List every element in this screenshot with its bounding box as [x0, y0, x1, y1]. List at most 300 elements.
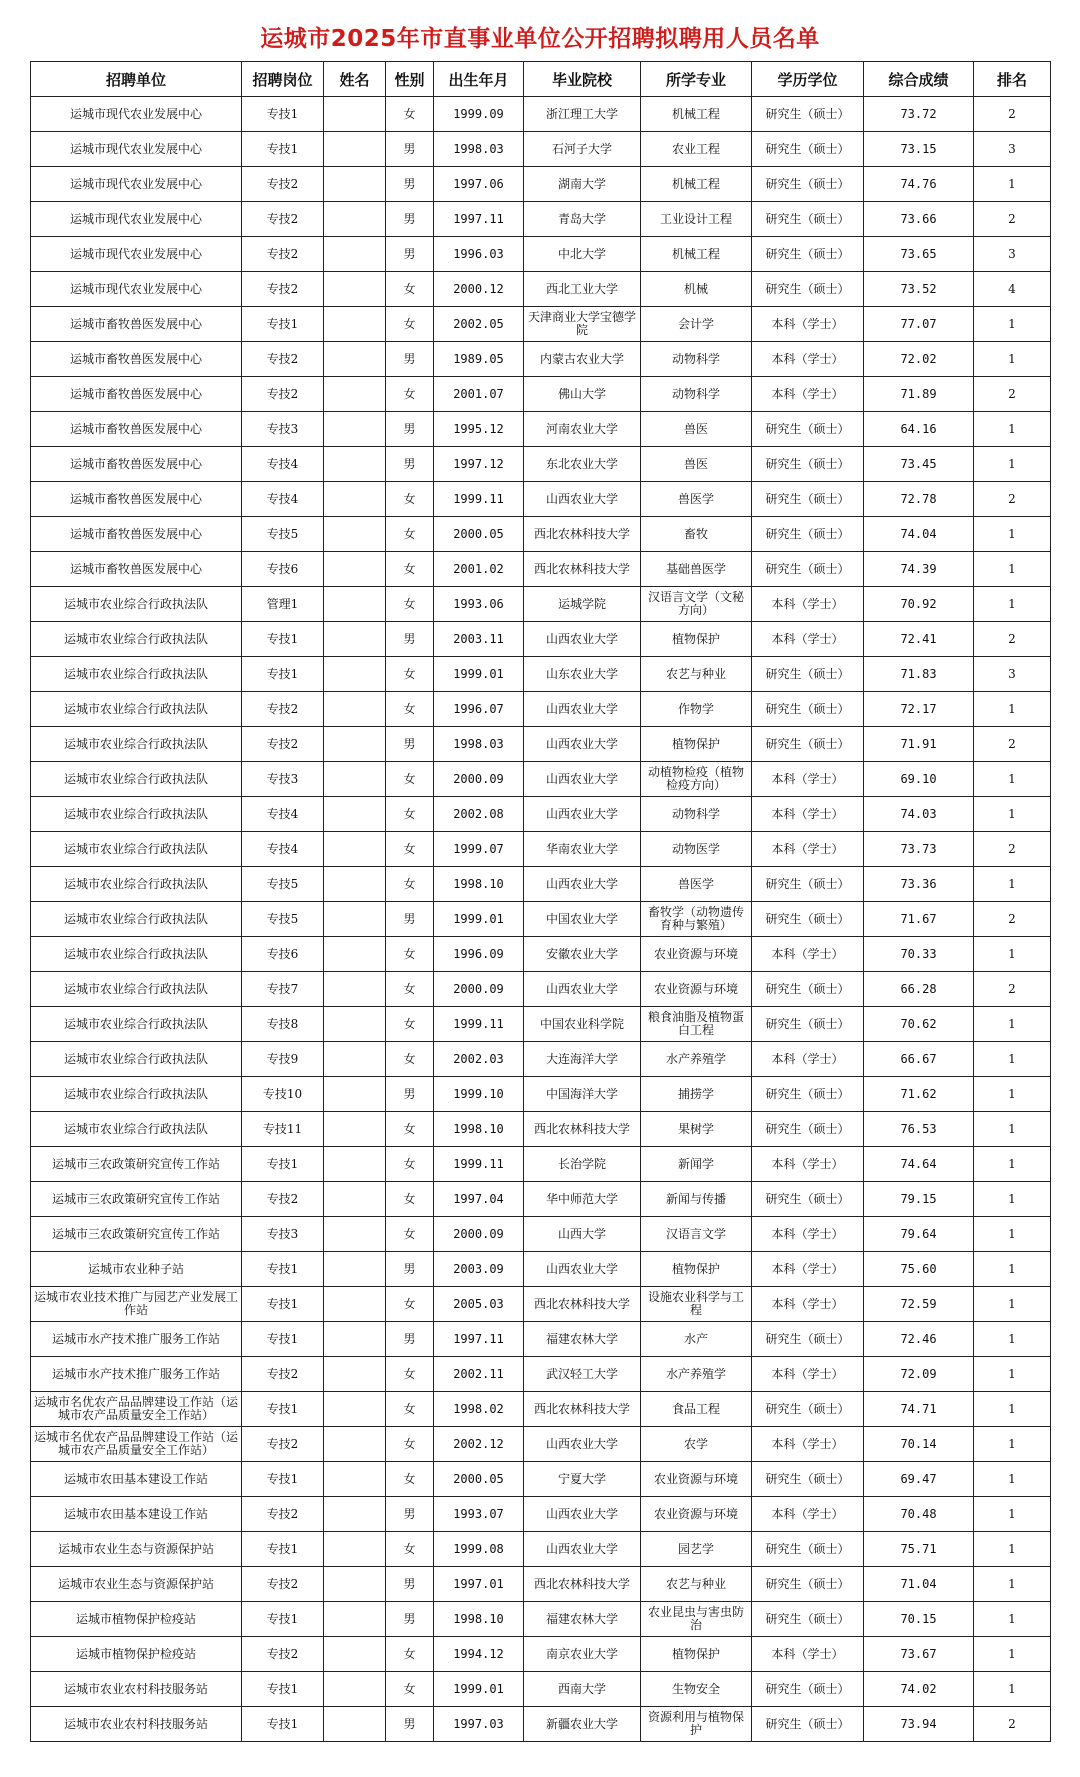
table-row — [31, 1497, 1051, 1532]
cell-birth: 1993.07 — [434, 1497, 524, 1532]
cell-score: 66.28 — [864, 972, 974, 1007]
header-birth: 出生年月 — [434, 62, 524, 97]
cell-major: 农业资源与环境 — [641, 1497, 752, 1532]
cell-gender: 男 — [386, 132, 434, 167]
cell-gender: 女 — [386, 937, 434, 972]
cell-score: 70.62 — [864, 1007, 974, 1042]
cell-rank: 1 — [974, 167, 1051, 202]
cell-birth: 2003.11 — [434, 622, 524, 657]
table-row — [31, 1672, 1051, 1707]
cell-name — [324, 132, 386, 167]
cell-school: 中国农业大学 — [524, 902, 641, 937]
cell-score: 73.67 — [864, 1637, 974, 1672]
table-row — [31, 1637, 1051, 1672]
cell-post: 专技1 — [242, 622, 324, 657]
cell-rank: 1 — [974, 1322, 1051, 1357]
cell-post: 专技5 — [242, 902, 324, 937]
cell-name — [324, 1287, 386, 1322]
cell-name — [324, 1707, 386, 1742]
cell-degree: 研究生（硕士） — [752, 1182, 864, 1217]
cell-major: 机械 — [641, 272, 752, 307]
table-row — [31, 1182, 1051, 1217]
cell-unit: 运城市农业综合行政执法队 — [31, 867, 242, 902]
cell-unit: 运城市三农政策研究宣传工作站 — [31, 1217, 242, 1252]
cell-major: 会计学 — [641, 307, 752, 342]
cell-major: 食品工程 — [641, 1392, 752, 1427]
cell-name — [324, 622, 386, 657]
cell-post: 专技2 — [242, 692, 324, 727]
cell-name — [324, 1252, 386, 1287]
cell-name — [324, 867, 386, 902]
cell-gender: 女 — [386, 482, 434, 517]
table-row — [31, 692, 1051, 727]
cell-name — [324, 1182, 386, 1217]
cell-name — [324, 1637, 386, 1672]
cell-gender: 男 — [386, 1497, 434, 1532]
table-row — [31, 1462, 1051, 1497]
cell-unit: 运城市现代农业发展中心 — [31, 202, 242, 237]
cell-major: 农业昆虫与害虫防治 — [641, 1602, 752, 1637]
cell-birth: 1996.03 — [434, 237, 524, 272]
cell-birth: 1999.11 — [434, 1007, 524, 1042]
cell-name — [324, 1497, 386, 1532]
cell-major: 植物保护 — [641, 622, 752, 657]
cell-score: 71.83 — [864, 657, 974, 692]
cell-rank: 1 — [974, 1252, 1051, 1287]
cell-birth: 1997.11 — [434, 202, 524, 237]
cell-degree: 研究生（硕士） — [752, 1077, 864, 1112]
cell-major: 植物保护 — [641, 727, 752, 762]
cell-name — [324, 97, 386, 132]
cell-school: 中北大学 — [524, 237, 641, 272]
table-row — [31, 797, 1051, 832]
cell-school: 山西农业大学 — [524, 762, 641, 797]
cell-school: 安徽农业大学 — [524, 937, 641, 972]
cell-birth: 1999.01 — [434, 1672, 524, 1707]
cell-post: 专技2 — [242, 727, 324, 762]
cell-name — [324, 972, 386, 1007]
cell-post: 专技1 — [242, 1602, 324, 1637]
cell-rank: 1 — [974, 1042, 1051, 1077]
cell-score: 70.92 — [864, 587, 974, 622]
cell-unit: 运城市农业技术推广与园艺产业发展工作站 — [31, 1287, 242, 1322]
cell-unit: 运城市畜牧兽医发展中心 — [31, 447, 242, 482]
table-row — [31, 1077, 1051, 1112]
cell-school: 山西农业大学 — [524, 1252, 641, 1287]
cell-post: 专技3 — [242, 412, 324, 447]
cell-rank: 3 — [974, 657, 1051, 692]
cell-gender: 男 — [386, 1567, 434, 1602]
cell-rank: 2 — [974, 727, 1051, 762]
cell-birth: 1999.07 — [434, 832, 524, 867]
cell-unit: 运城市农田基本建设工作站 — [31, 1497, 242, 1532]
table-row — [31, 1217, 1051, 1252]
cell-unit: 运城市农业综合行政执法队 — [31, 1042, 242, 1077]
cell-post: 专技11 — [242, 1112, 324, 1147]
cell-unit: 运城市现代农业发展中心 — [31, 167, 242, 202]
cell-unit: 运城市畜牧兽医发展中心 — [31, 307, 242, 342]
cell-unit: 运城市农业生态与资源保护站 — [31, 1567, 242, 1602]
cell-birth: 1999.11 — [434, 1147, 524, 1182]
cell-name — [324, 412, 386, 447]
cell-major: 农业工程 — [641, 132, 752, 167]
cell-score: 70.15 — [864, 1602, 974, 1637]
cell-post: 专技1 — [242, 1147, 324, 1182]
cell-gender: 女 — [386, 1217, 434, 1252]
cell-rank: 1 — [974, 342, 1051, 377]
cell-gender: 女 — [386, 972, 434, 1007]
cell-rank: 1 — [974, 1672, 1051, 1707]
cell-rank: 1 — [974, 1497, 1051, 1532]
cell-gender: 男 — [386, 622, 434, 657]
cell-major: 粮食油脂及植物蛋白工程 — [641, 1007, 752, 1042]
cell-name — [324, 482, 386, 517]
table-row — [31, 1602, 1051, 1637]
cell-score: 71.91 — [864, 727, 974, 762]
cell-gender: 男 — [386, 237, 434, 272]
cell-school: 浙江理工大学 — [524, 97, 641, 132]
cell-birth: 2002.12 — [434, 1427, 524, 1462]
cell-major: 汉语言文学（文秘方向） — [641, 587, 752, 622]
cell-birth: 1999.01 — [434, 657, 524, 692]
cell-birth: 2000.09 — [434, 972, 524, 1007]
cell-rank: 1 — [974, 1357, 1051, 1392]
cell-degree: 研究生（硕士） — [752, 727, 864, 762]
cell-post: 专技1 — [242, 1252, 324, 1287]
cell-name — [324, 1672, 386, 1707]
cell-score: 74.03 — [864, 797, 974, 832]
cell-degree: 研究生（硕士） — [752, 237, 864, 272]
cell-rank: 1 — [974, 1147, 1051, 1182]
cell-gender: 女 — [386, 307, 434, 342]
header-rank: 排名 — [974, 62, 1051, 97]
cell-rank: 3 — [974, 237, 1051, 272]
cell-birth: 2002.11 — [434, 1357, 524, 1392]
header-post: 招聘岗位 — [242, 62, 324, 97]
cell-score: 74.02 — [864, 1672, 974, 1707]
cell-degree: 本科（学士） — [752, 1042, 864, 1077]
cell-unit: 运城市三农政策研究宣传工作站 — [31, 1182, 242, 1217]
cell-major: 机械工程 — [641, 237, 752, 272]
header-degree: 学历学位 — [752, 62, 864, 97]
cell-major: 动物科学 — [641, 377, 752, 412]
cell-rank: 1 — [974, 587, 1051, 622]
cell-rank: 3 — [974, 132, 1051, 167]
cell-rank: 2 — [974, 902, 1051, 937]
table-row — [31, 1007, 1051, 1042]
cell-rank: 1 — [974, 447, 1051, 482]
cell-birth: 2000.09 — [434, 1217, 524, 1252]
cell-major: 生物安全 — [641, 1672, 752, 1707]
cell-name — [324, 1532, 386, 1567]
cell-school: 长治学院 — [524, 1147, 641, 1182]
table-row — [31, 307, 1051, 342]
cell-degree: 研究生（硕士） — [752, 482, 864, 517]
cell-gender: 女 — [386, 1042, 434, 1077]
cell-degree: 研究生（硕士） — [752, 517, 864, 552]
cell-post: 专技1 — [242, 1707, 324, 1742]
cell-unit: 运城市农业综合行政执法队 — [31, 1007, 242, 1042]
cell-name — [324, 1322, 386, 1357]
cell-birth: 1999.08 — [434, 1532, 524, 1567]
cell-major: 动物科学 — [641, 797, 752, 832]
cell-school: 西南大学 — [524, 1672, 641, 1707]
cell-name — [324, 937, 386, 972]
table-row — [31, 867, 1051, 902]
cell-unit: 运城市农业农村科技服务站 — [31, 1707, 242, 1742]
cell-score: 69.47 — [864, 1462, 974, 1497]
cell-score: 72.17 — [864, 692, 974, 727]
cell-unit: 运城市畜牧兽医发展中心 — [31, 377, 242, 412]
cell-name — [324, 1077, 386, 1112]
cell-degree: 研究生（硕士） — [752, 97, 864, 132]
cell-score: 71.67 — [864, 902, 974, 937]
cell-post: 专技4 — [242, 797, 324, 832]
cell-gender: 女 — [386, 587, 434, 622]
cell-major: 农业资源与环境 — [641, 1462, 752, 1497]
table-row — [31, 587, 1051, 622]
cell-post: 专技2 — [242, 1182, 324, 1217]
table-row — [31, 622, 1051, 657]
cell-birth: 2001.02 — [434, 552, 524, 587]
cell-score: 73.15 — [864, 132, 974, 167]
table-row — [31, 1427, 1051, 1462]
table-row — [31, 1392, 1051, 1427]
cell-degree: 研究生（硕士） — [752, 272, 864, 307]
cell-post: 专技2 — [242, 1567, 324, 1602]
table-row — [31, 272, 1051, 307]
cell-post: 专技4 — [242, 447, 324, 482]
cell-gender: 女 — [386, 867, 434, 902]
cell-birth: 1998.10 — [434, 1112, 524, 1147]
cell-gender: 女 — [386, 1672, 434, 1707]
cell-degree: 研究生（硕士） — [752, 1602, 864, 1637]
cell-rank: 1 — [974, 867, 1051, 902]
cell-rank: 1 — [974, 1007, 1051, 1042]
cell-birth: 1999.10 — [434, 1077, 524, 1112]
cell-degree: 研究生（硕士） — [752, 412, 864, 447]
table-header-row — [31, 62, 1051, 97]
cell-school: 大连海洋大学 — [524, 1042, 641, 1077]
header-major: 所学专业 — [641, 62, 752, 97]
cell-score: 64.16 — [864, 412, 974, 447]
cell-degree: 研究生（硕士） — [752, 1462, 864, 1497]
cell-unit: 运城市农业综合行政执法队 — [31, 692, 242, 727]
cell-birth: 1998.10 — [434, 867, 524, 902]
cell-score: 72.41 — [864, 622, 974, 657]
table-body — [31, 97, 1051, 1742]
cell-gender: 男 — [386, 727, 434, 762]
cell-school: 武汉轻工大学 — [524, 1357, 641, 1392]
cell-school: 山西农业大学 — [524, 1532, 641, 1567]
cell-birth: 2000.05 — [434, 1462, 524, 1497]
cell-school: 东北农业大学 — [524, 447, 641, 482]
cell-gender: 男 — [386, 1707, 434, 1742]
cell-unit: 运城市植物保护检疫站 — [31, 1637, 242, 1672]
cell-birth: 2002.05 — [434, 307, 524, 342]
table-row — [31, 1357, 1051, 1392]
cell-major: 资源利用与植物保护 — [641, 1707, 752, 1742]
cell-rank: 4 — [974, 272, 1051, 307]
cell-score: 74.76 — [864, 167, 974, 202]
cell-post: 专技7 — [242, 972, 324, 1007]
cell-unit: 运城市农业综合行政执法队 — [31, 1077, 242, 1112]
cell-score: 74.71 — [864, 1392, 974, 1427]
table-row — [31, 832, 1051, 867]
cell-rank: 2 — [974, 622, 1051, 657]
cell-degree: 研究生（硕士） — [752, 202, 864, 237]
cell-birth: 2000.05 — [434, 517, 524, 552]
cell-unit: 运城市农业综合行政执法队 — [31, 902, 242, 937]
cell-gender: 女 — [386, 1532, 434, 1567]
cell-gender: 女 — [386, 272, 434, 307]
cell-school: 华南农业大学 — [524, 832, 641, 867]
cell-score: 71.62 — [864, 1077, 974, 1112]
cell-name — [324, 552, 386, 587]
cell-score: 72.09 — [864, 1357, 974, 1392]
cell-score: 73.73 — [864, 832, 974, 867]
cell-rank: 1 — [974, 1112, 1051, 1147]
cell-major: 作物学 — [641, 692, 752, 727]
cell-score: 71.04 — [864, 1567, 974, 1602]
cell-rank: 1 — [974, 1077, 1051, 1112]
table-row — [31, 762, 1051, 797]
cell-school: 华中师范大学 — [524, 1182, 641, 1217]
cell-school: 新疆农业大学 — [524, 1707, 641, 1742]
cell-school: 石河子大学 — [524, 132, 641, 167]
cell-birth: 1993.06 — [434, 587, 524, 622]
cell-degree: 本科（学士） — [752, 1287, 864, 1322]
cell-school: 天津商业大学宝德学院 — [524, 307, 641, 342]
cell-degree: 研究生（硕士） — [752, 1707, 864, 1742]
cell-degree: 研究生（硕士） — [752, 167, 864, 202]
cell-score: 70.33 — [864, 937, 974, 972]
cell-unit: 运城市现代农业发展中心 — [31, 237, 242, 272]
cell-rank: 1 — [974, 797, 1051, 832]
cell-score: 72.02 — [864, 342, 974, 377]
cell-score: 69.10 — [864, 762, 974, 797]
cell-name — [324, 762, 386, 797]
cell-gender: 女 — [386, 1462, 434, 1497]
cell-post: 专技2 — [242, 167, 324, 202]
cell-score: 71.89 — [864, 377, 974, 412]
cell-name — [324, 1147, 386, 1182]
cell-name — [324, 202, 386, 237]
cell-gender: 男 — [386, 167, 434, 202]
cell-gender: 男 — [386, 1602, 434, 1637]
cell-school: 运城学院 — [524, 587, 641, 622]
cell-name — [324, 1007, 386, 1042]
cell-name — [324, 727, 386, 762]
header-unit: 招聘单位 — [31, 62, 242, 97]
cell-school: 宁夏大学 — [524, 1462, 641, 1497]
table-row — [31, 202, 1051, 237]
cell-degree: 研究生（硕士） — [752, 552, 864, 587]
cell-post: 专技2 — [242, 272, 324, 307]
cell-birth: 1997.01 — [434, 1567, 524, 1602]
cell-gender: 女 — [386, 1427, 434, 1462]
cell-gender: 女 — [386, 1007, 434, 1042]
cell-school: 河南农业大学 — [524, 412, 641, 447]
cell-unit: 运城市农业综合行政执法队 — [31, 622, 242, 657]
cell-name — [324, 342, 386, 377]
cell-degree: 研究生（硕士） — [752, 1007, 864, 1042]
cell-rank: 1 — [974, 552, 1051, 587]
cell-degree: 本科（学士） — [752, 937, 864, 972]
table-row — [31, 237, 1051, 272]
cell-rank: 1 — [974, 412, 1051, 447]
table-row — [31, 342, 1051, 377]
cell-post: 专技3 — [242, 1217, 324, 1252]
cell-name — [324, 1427, 386, 1462]
cell-rank: 1 — [974, 1637, 1051, 1672]
cell-degree: 研究生（硕士） — [752, 447, 864, 482]
cell-major: 植物保护 — [641, 1637, 752, 1672]
cell-school: 山西农业大学 — [524, 1497, 641, 1532]
cell-rank: 1 — [974, 1602, 1051, 1637]
cell-school: 福建农林大学 — [524, 1322, 641, 1357]
cell-unit: 运城市农业综合行政执法队 — [31, 797, 242, 832]
cell-major: 捕捞学 — [641, 1077, 752, 1112]
cell-unit: 运城市农业综合行政执法队 — [31, 657, 242, 692]
table-row — [31, 377, 1051, 412]
cell-post: 专技3 — [242, 762, 324, 797]
cell-degree: 本科（学士） — [752, 1357, 864, 1392]
cell-major: 兽医学 — [641, 867, 752, 902]
cell-score: 74.64 — [864, 1147, 974, 1182]
cell-birth: 2000.12 — [434, 272, 524, 307]
cell-name — [324, 167, 386, 202]
cell-unit: 运城市现代农业发展中心 — [31, 97, 242, 132]
cell-rank: 1 — [974, 937, 1051, 972]
cell-school: 山西农业大学 — [524, 482, 641, 517]
table-row — [31, 447, 1051, 482]
cell-major: 农艺与种业 — [641, 657, 752, 692]
table-row — [31, 1112, 1051, 1147]
cell-score: 79.15 — [864, 1182, 974, 1217]
cell-gender: 女 — [386, 762, 434, 797]
cell-rank: 2 — [974, 972, 1051, 1007]
cell-post: 专技2 — [242, 1427, 324, 1462]
cell-name — [324, 657, 386, 692]
cell-school: 西北农林科技大学 — [524, 1112, 641, 1147]
header-score: 综合成绩 — [864, 62, 974, 97]
cell-birth: 2001.07 — [434, 377, 524, 412]
cell-gender: 男 — [386, 1252, 434, 1287]
cell-birth: 1995.12 — [434, 412, 524, 447]
cell-major: 汉语言文学 — [641, 1217, 752, 1252]
cell-school: 西北农林科技大学 — [524, 1287, 641, 1322]
cell-school: 山东农业大学 — [524, 657, 641, 692]
cell-birth: 1997.12 — [434, 447, 524, 482]
cell-score: 73.45 — [864, 447, 974, 482]
cell-major: 水产养殖学 — [641, 1357, 752, 1392]
cell-score: 79.64 — [864, 1217, 974, 1252]
cell-score: 73.66 — [864, 202, 974, 237]
table-row — [31, 1322, 1051, 1357]
cell-gender: 女 — [386, 377, 434, 412]
cell-birth: 1997.06 — [434, 167, 524, 202]
cell-degree: 研究生（硕士） — [752, 657, 864, 692]
cell-gender: 女 — [386, 552, 434, 587]
cell-gender: 女 — [386, 692, 434, 727]
cell-unit: 运城市畜牧兽医发展中心 — [31, 552, 242, 587]
cell-degree: 本科（学士） — [752, 797, 864, 832]
table-row — [31, 1042, 1051, 1077]
cell-birth: 1997.04 — [434, 1182, 524, 1217]
cell-unit: 运城市农业农村科技服务站 — [31, 1672, 242, 1707]
cell-degree: 本科（学士） — [752, 377, 864, 412]
